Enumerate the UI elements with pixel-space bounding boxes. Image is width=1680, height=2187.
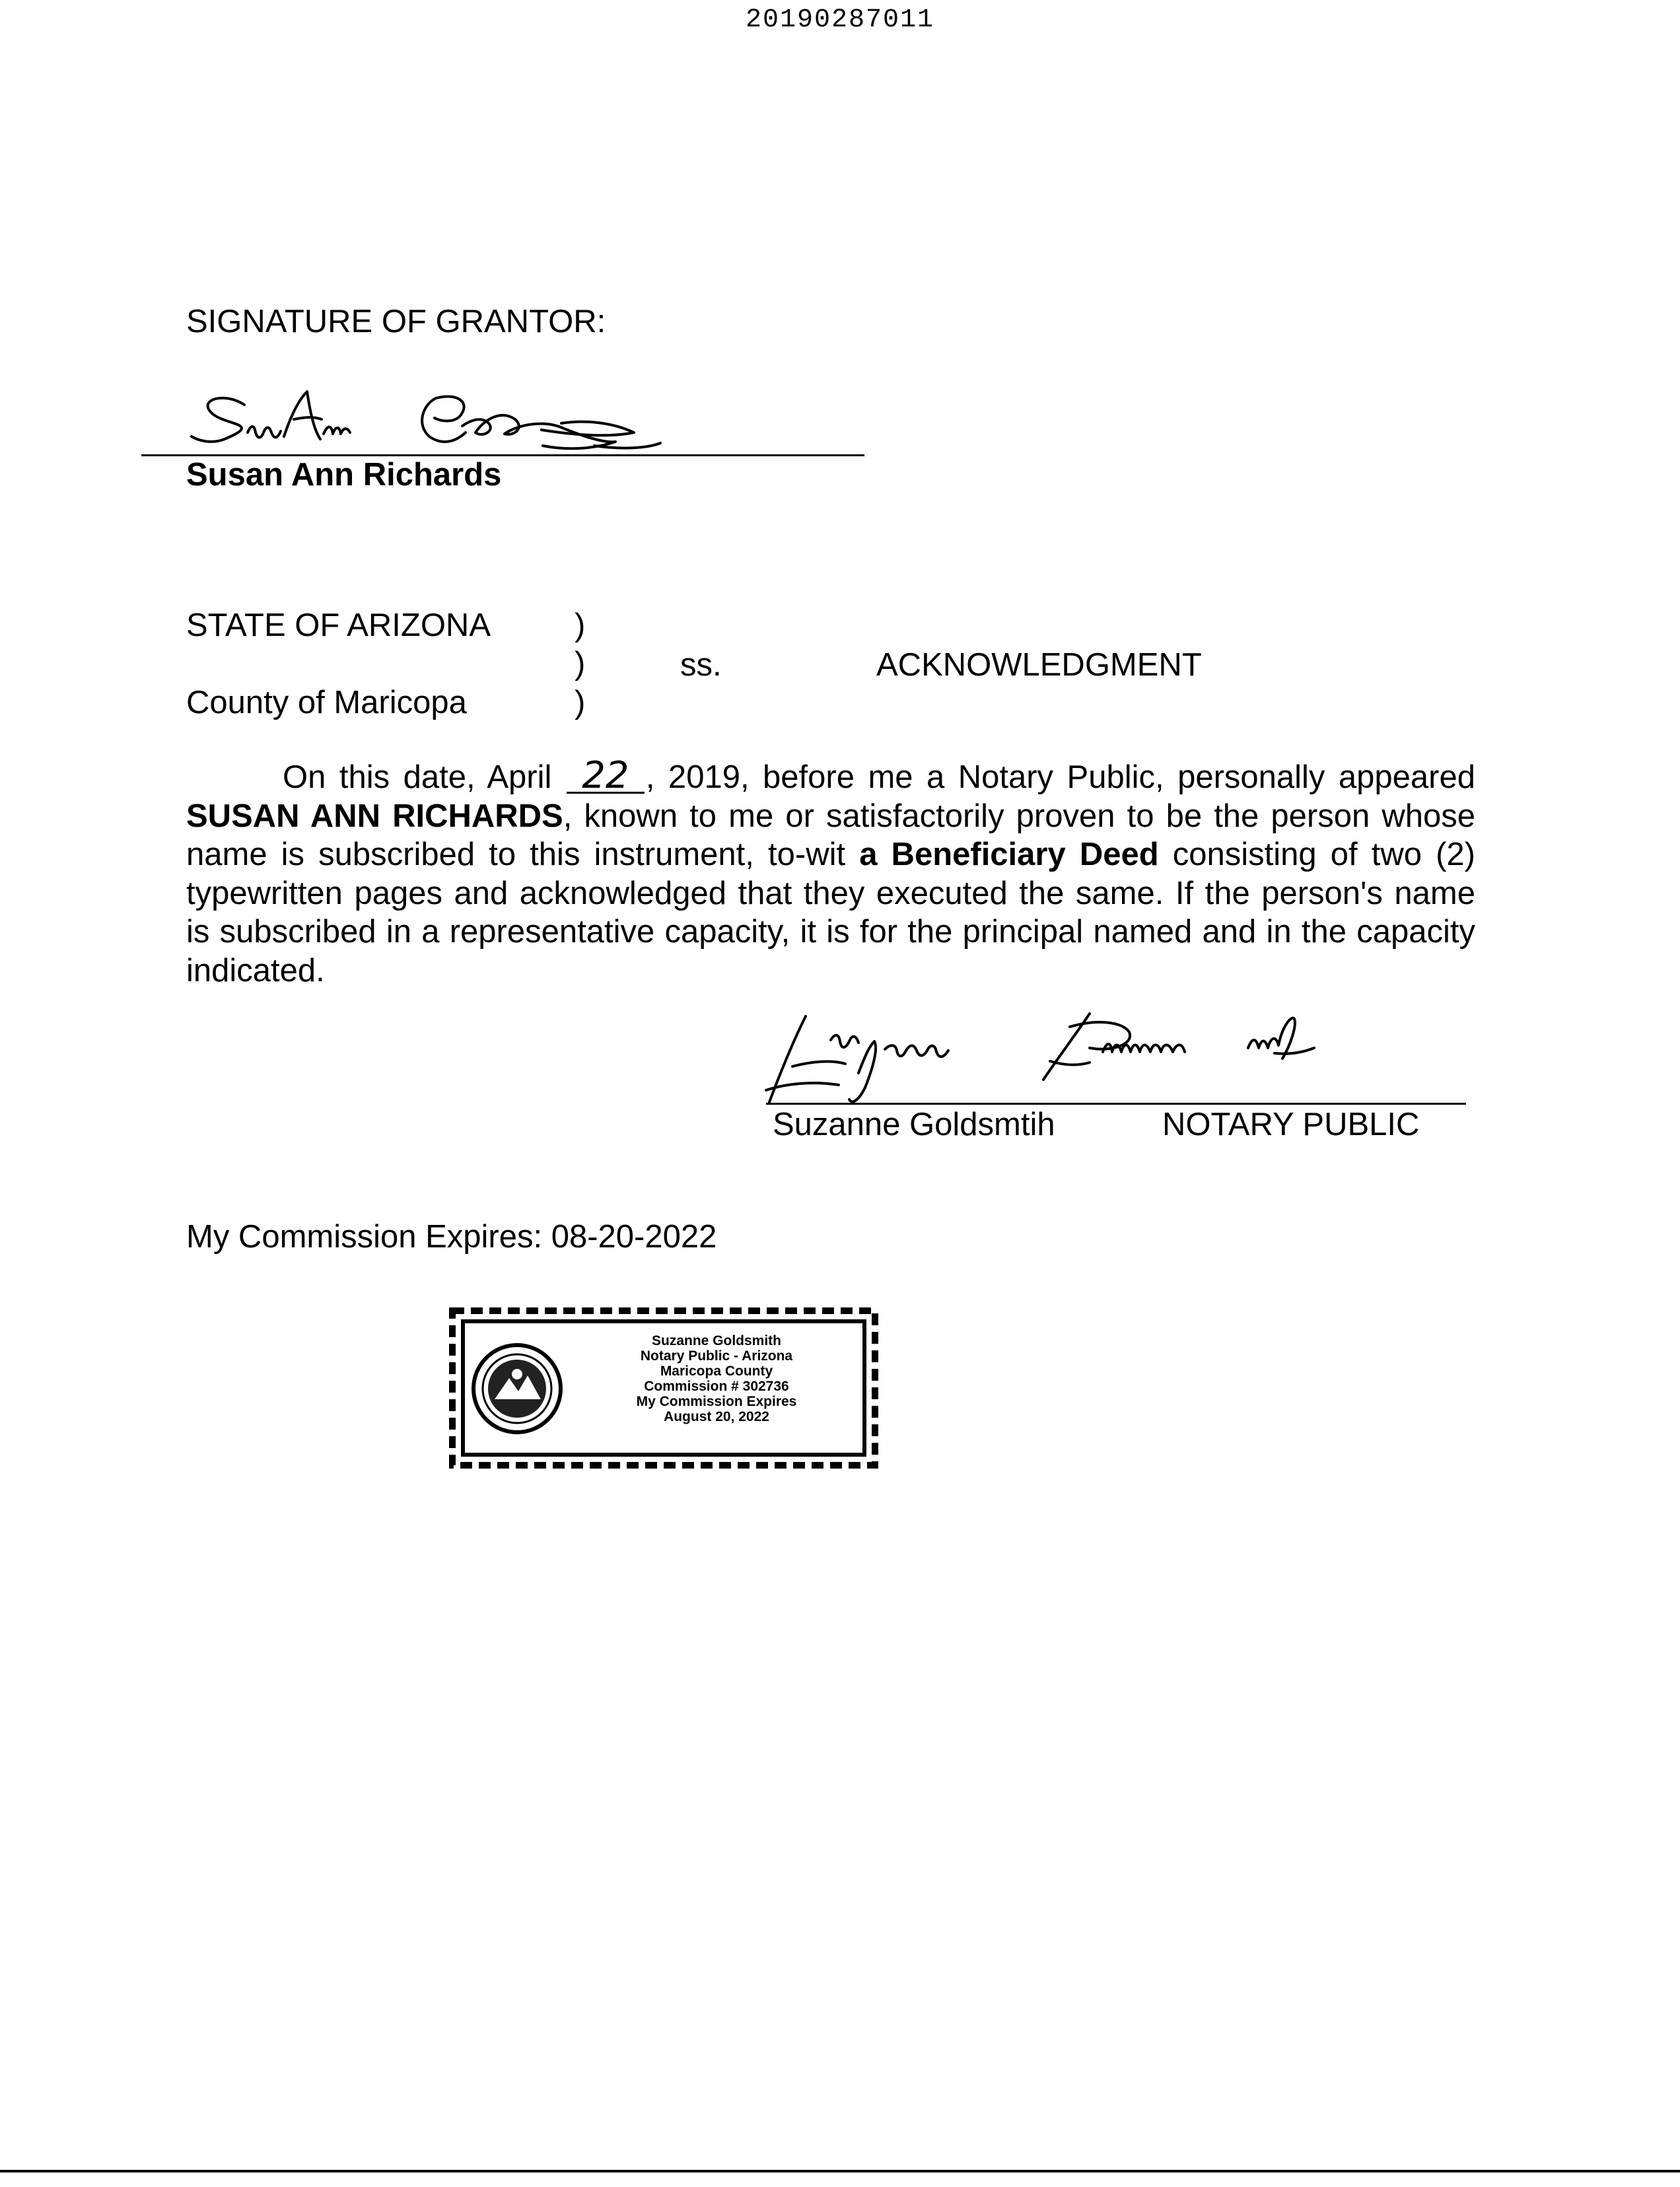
stamp-line-3: Maricopa County: [660, 1364, 773, 1379]
venue-paren-1: ): [575, 608, 586, 643]
state-seal-icon: [471, 1342, 563, 1435]
ack-person-name: SUSAN ANN RICHARDS: [186, 798, 563, 834]
notary-signature-line: [766, 1103, 1466, 1105]
ack-instrument: a Beneficiary Deed: [859, 837, 1159, 872]
venue-ss: ss.: [680, 647, 722, 683]
notary-printed-name: Suzanne Goldsmtih: [773, 1107, 1055, 1142]
stamp-line-2: Notary Public - Arizona: [640, 1348, 793, 1364]
document-number: 20190287011: [745, 5, 935, 35]
stamp-line-4: Commission # 302736: [644, 1379, 789, 1394]
ack-text-2: , 2019, before me a Notary Public, personally appeared: [645, 759, 1475, 795]
notary-stamp: [446, 1304, 882, 1472]
venue-state: STATE OF ARIZONA: [186, 608, 491, 643]
venue-paren-3: ): [575, 685, 586, 720]
venue-county: County of Maricopa: [186, 685, 467, 720]
acknowledgment-paragraph: [186, 754, 1475, 990]
stamp-line-6: August 20, 2022: [664, 1409, 769, 1424]
stamp-line-5: My Commission Expires: [636, 1394, 797, 1409]
ack-text-1: On this date, April: [283, 759, 552, 795]
ack-text-3: , known to me or satisfactorily proven to be the person whose name is subscribed to this instrument, to-wit: [186, 798, 1475, 872]
ack-day-blank: [567, 754, 645, 797]
grantor-heading: SIGNATURE OF GRANTOR:: [186, 304, 606, 339]
venue-paren-2: ): [575, 646, 586, 681]
commission-expires: My Commission Expires: 08-20-2022: [186, 1219, 717, 1255]
bottom-edge-line: [0, 2170, 1680, 2172]
acknowledgment-title: ACKNOWLEDGMENT: [876, 647, 1202, 683]
notary-title: NOTARY PUBLIC: [1162, 1107, 1420, 1142]
grantor-printed-name: Susan Ann Richards: [186, 457, 502, 493]
stamp-text: [611, 1333, 822, 1424]
ack-day: 22: [582, 754, 629, 797]
stamp-line-1: Suzanne Goldsmith: [651, 1333, 781, 1348]
ack-text-4: consisting of two (2) typewritten pages and acknowledged that they executed the same. If the person's name is subscribed in a representative capacity, it is for the principal named and in the capacity indicated.: [186, 837, 1475, 989]
